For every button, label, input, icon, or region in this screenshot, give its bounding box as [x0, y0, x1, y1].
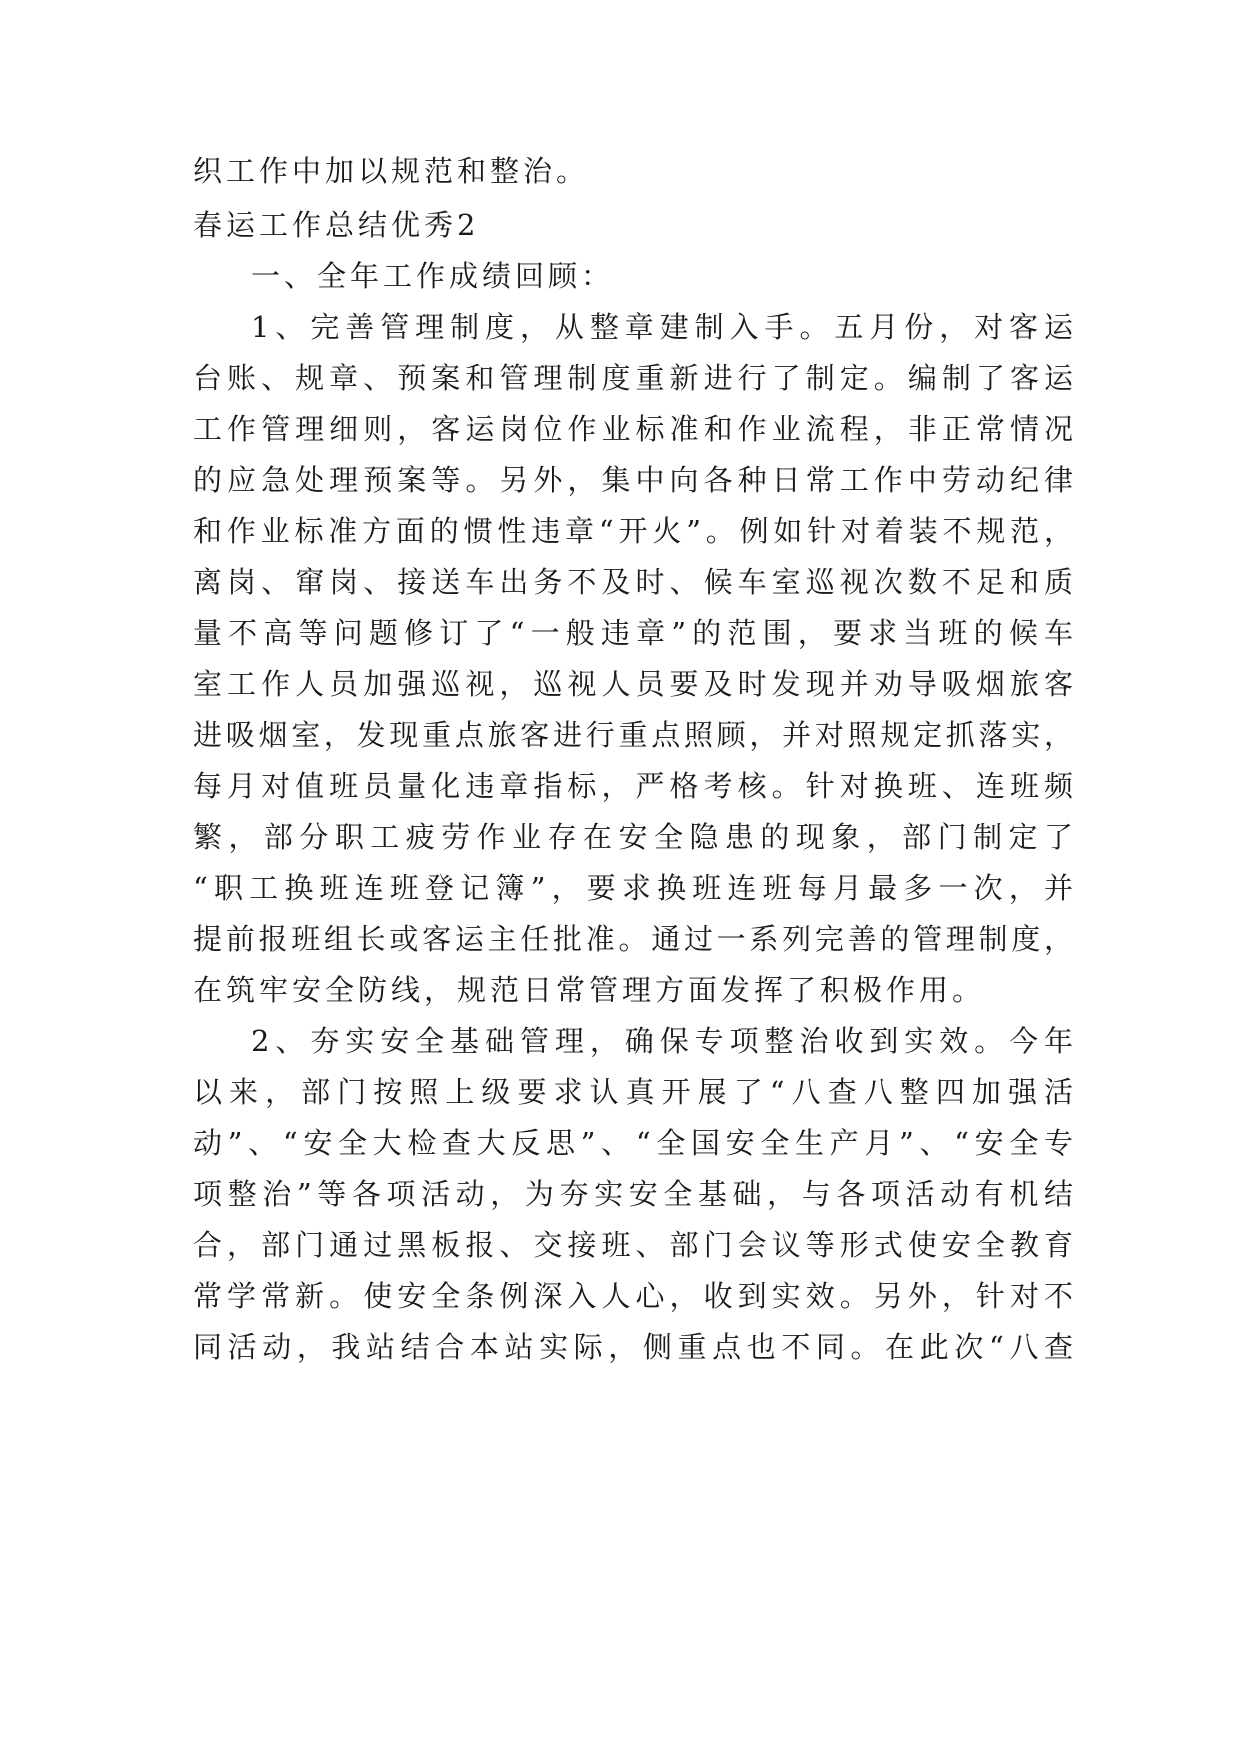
text-line-1: 织工作中加以规范和整治。 — [193, 154, 590, 188]
paragraph-1-line-6: 离岗、窜岗、接送车出务不及时、候车室巡视次数不足和质 — [193, 565, 1073, 599]
paragraph-1-line-3: 工作管理细则，客运岗位作业标准和作业流程，非正常情况 — [193, 412, 1073, 446]
paragraph-1-line-14: 在筑牢安全防线，规范日常管理方面发挥了积极作用。 — [193, 973, 986, 1007]
paragraph-2-line-6: 常学常新。使安全条例深入人心，收到实效。另外，针对不 — [193, 1279, 1073, 1313]
paragraph-1-line-4: 的应急处理预案等。另外，集中向各种日常工作中劳动纪律 — [193, 463, 1073, 497]
paragraph-1-line-9: 进吸烟室，发现重点旅客进行重点照顾，并对照规定抓落实， — [193, 718, 1073, 752]
paragraph-2-line-3: 动”、“安全大检查大反思”、“全国安全生产月”、“安全专 — [193, 1126, 1073, 1160]
paragraph-2-line-5: 合，部门通过黑板报、交接班、部门会议等形式使安全教育 — [193, 1228, 1073, 1262]
subheading-review: 一、全年工作成绩回顾： — [251, 259, 615, 293]
section-heading: 春运工作总结优秀2 — [193, 208, 480, 242]
paragraph-1-line-13: 提前报班组长或客运主任批准。通过一系列完善的管理制度， — [193, 922, 1073, 956]
paragraph-1-line-1: 1、完善管理制度，从整章建制入手。五月份，对客运 — [251, 310, 1073, 344]
paragraph-2-line-7: 同活动，我站结合本站实际，侧重点也不同。在此次“八查 — [193, 1330, 1073, 1364]
paragraph-2-line-1: 2、夯实安全基础管理，确保专项整治收到实效。今年 — [251, 1024, 1073, 1058]
paragraph-2-line-2: 以来，部门按照上级要求认真开展了“八查八整四加强活 — [193, 1075, 1073, 1109]
paragraph-1-line-12: “职工换班连班登记簿”，要求换班连班每月最多一次，并 — [193, 871, 1073, 905]
paragraph-1-line-5: 和作业标准方面的惯性违章“开火”。例如针对着装不规范， — [193, 514, 1073, 548]
paragraph-1-line-2: 台账、规章、预案和管理制度重新进行了制定。编制了客运 — [193, 361, 1073, 395]
paragraph-2-line-4: 项整治”等各项活动，为夯实安全基础，与各项活动有机结 — [193, 1177, 1073, 1211]
paragraph-1-line-11: 繁，部分职工疲劳作业存在安全隐患的现象，部门制定了 — [193, 820, 1073, 854]
paragraph-1-line-10: 每月对值班员量化违章指标，严格考核。针对换班、连班频 — [193, 769, 1073, 803]
paragraph-1-line-7: 量不高等问题修订了“一般违章”的范围，要求当班的候车 — [193, 616, 1073, 650]
paragraph-1-line-8: 室工作人员加强巡视，巡视人员要及时发现并劝导吸烟旅客 — [193, 667, 1073, 701]
